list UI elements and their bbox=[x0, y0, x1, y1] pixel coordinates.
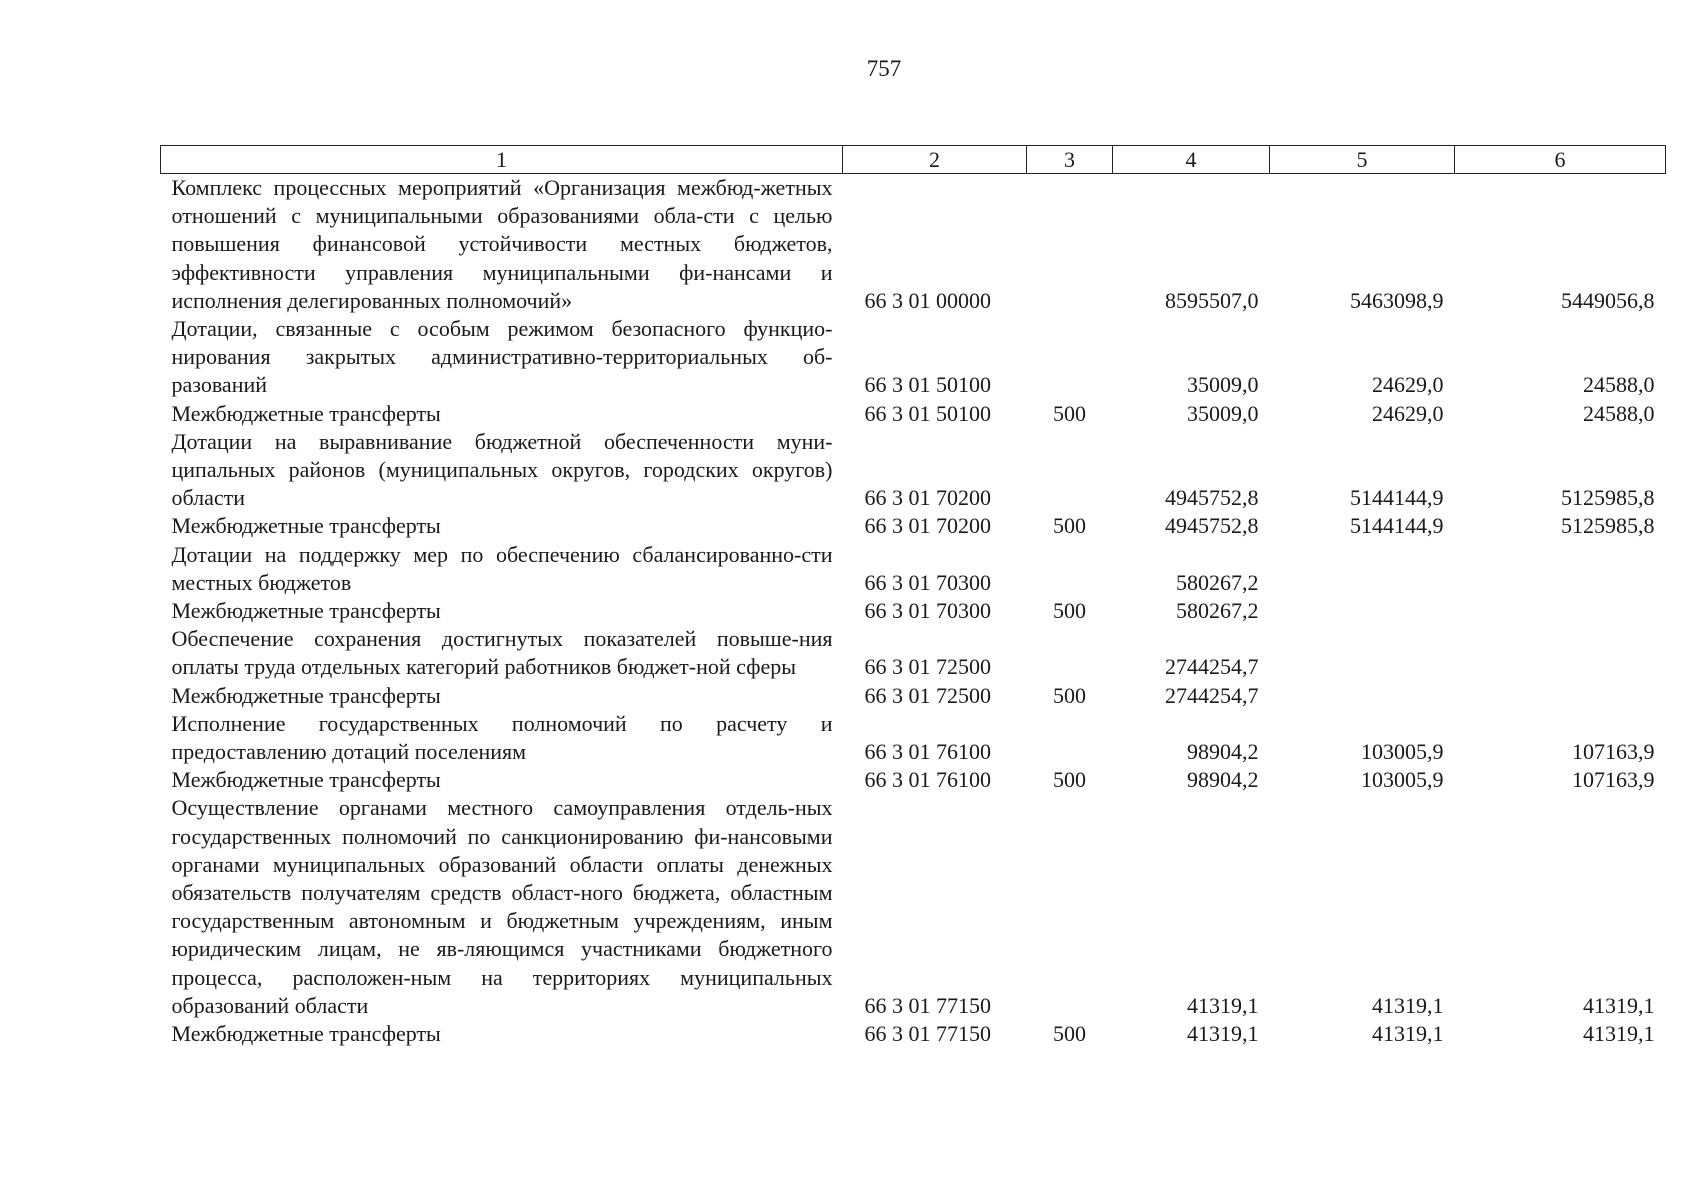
column-header: 6 bbox=[1455, 146, 1666, 174]
row-value-col5: 103005,9 bbox=[1361, 767, 1444, 793]
row-value-col5: 24629,0 bbox=[1372, 400, 1444, 426]
budget-table bbox=[160, 145, 1666, 1048]
row-value-col5: 41319,1 bbox=[1372, 992, 1444, 1018]
column-header: 3 bbox=[1027, 146, 1113, 174]
row-code: 66 3 01 76100 bbox=[864, 767, 991, 793]
row-value-col6: 24588,0 bbox=[1583, 400, 1655, 426]
page-number: 757 bbox=[866, 56, 902, 81]
row-value-col6: 5125985,8 bbox=[1561, 513, 1655, 539]
row-value-col4: 41319,1 bbox=[1187, 1021, 1259, 1047]
table-row bbox=[161, 428, 1666, 513]
row-code: 66 3 01 72500 bbox=[864, 654, 991, 680]
row-name: Исполнение государственных полномочий по расчету и предоставлению дотаций поселениям bbox=[171, 710, 833, 765]
row-value-col4: 98904,2 bbox=[1187, 767, 1259, 793]
table-row bbox=[161, 315, 1666, 400]
row-expense-type: 500 bbox=[1053, 682, 1086, 708]
column-header: 4 bbox=[1113, 146, 1270, 174]
row-expense-type bbox=[1027, 174, 1113, 316]
row-value-col6: 41319,1 bbox=[1583, 992, 1655, 1018]
row-value-col5: 24629,0 bbox=[1372, 372, 1444, 398]
row-expense-type bbox=[1027, 428, 1113, 513]
row-value-col4: 41319,1 bbox=[1187, 992, 1259, 1018]
row-value-col4: 4945752,8 bbox=[1165, 485, 1259, 511]
row-value-col6: 107163,9 bbox=[1572, 739, 1655, 765]
row-value-col6 bbox=[1455, 541, 1666, 597]
row-name: Дотации, связанные с особым режимом безопасного функцио-нирования закрытых административно-территориальных об-разований bbox=[171, 316, 833, 398]
table-row bbox=[161, 400, 1666, 428]
row-code: 66 3 01 70300 bbox=[864, 598, 991, 624]
row-value-col6 bbox=[1455, 682, 1666, 710]
row-value-col4: 35009,0 bbox=[1187, 372, 1259, 398]
row-value-col4: 98904,2 bbox=[1187, 739, 1259, 765]
row-expense-type: 500 bbox=[1053, 513, 1086, 539]
table-row bbox=[161, 174, 1666, 316]
row-expense-type bbox=[1027, 794, 1113, 1020]
table-row bbox=[161, 597, 1666, 625]
column-header: 5 bbox=[1270, 146, 1455, 174]
row-value-col4: 580267,2 bbox=[1176, 569, 1259, 595]
row-value-col4: 8595507,0 bbox=[1165, 287, 1259, 313]
row-name: Межбюджетные трансферты bbox=[171, 400, 441, 426]
row-name: Межбюджетные трансферты bbox=[171, 598, 441, 624]
row-value-col6: 107163,9 bbox=[1572, 767, 1655, 793]
row-name: Межбюджетные трансферты bbox=[171, 682, 441, 708]
row-code: 66 3 01 70200 bbox=[864, 513, 991, 539]
row-code: 66 3 01 77150 bbox=[864, 1021, 991, 1047]
row-value-col4: 580267,2 bbox=[1176, 598, 1259, 624]
row-value-col5 bbox=[1270, 597, 1455, 625]
table-row bbox=[161, 625, 1666, 681]
row-name: Обеспечение сохранения достигнутых показателей повыше-ния оплаты труда отдельных категорий работников бюджет-ной сферы bbox=[171, 626, 833, 680]
row-value-col6 bbox=[1455, 625, 1666, 681]
table-row bbox=[161, 682, 1666, 710]
row-expense-type bbox=[1027, 315, 1113, 400]
row-value-col6 bbox=[1455, 597, 1666, 625]
row-value-col5: 5463098,9 bbox=[1350, 287, 1444, 313]
row-value-col5 bbox=[1270, 682, 1455, 710]
row-expense-type bbox=[1027, 710, 1113, 766]
row-expense-type: 500 bbox=[1053, 400, 1086, 426]
row-value-col4: 4945752,8 bbox=[1165, 513, 1259, 539]
column-header: 1 bbox=[161, 146, 843, 174]
row-code: 66 3 01 50100 bbox=[864, 372, 991, 398]
table-row bbox=[161, 794, 1666, 1020]
table-row bbox=[161, 1020, 1666, 1048]
row-value-col5: 5144144,9 bbox=[1350, 513, 1444, 539]
row-expense-type bbox=[1027, 625, 1113, 681]
column-header: 2 bbox=[843, 146, 1027, 174]
table-row bbox=[161, 766, 1666, 794]
row-code: 66 3 01 50100 bbox=[864, 400, 991, 426]
row-value-col4: 2744254,7 bbox=[1165, 654, 1259, 680]
row-value-col6: 41319,1 bbox=[1583, 1021, 1655, 1047]
row-name: Осуществление органами местного самоуправления отдель-ных государственных полномочий по санкционированию фи-нансовыми органами муниципальных образований области оплаты денежных обязательств получателям средств област-ного бюджета, областным государственным автономным и бюджетным учреждениям, иным юридическим лицам, не яв-ляющимся участниками бюджетного процесса, расположен-ным на территориях муниципальных образований области bbox=[171, 795, 833, 1018]
row-name: Комплекс процессных мероприятий «Организация межбюд-жетных отношений с муниципальными образованиями обла-сти с целью повышения финансовой устойчивости местных бюджетов, эффективности управления муниципальными фи-нансами и исполнения делегированных полномочий» bbox=[171, 175, 833, 313]
row-code: 66 3 01 77150 bbox=[864, 992, 991, 1018]
row-name: Дотации на поддержку мер по обеспечению сбалансированно-сти местных бюджетов bbox=[171, 541, 833, 595]
row-expense-type: 500 bbox=[1053, 598, 1086, 624]
row-value-col6: 5125985,8 bbox=[1561, 485, 1655, 511]
table-body bbox=[161, 174, 1666, 1049]
row-name: Межбюджетные трансферты bbox=[171, 1021, 441, 1047]
row-value-col5 bbox=[1270, 625, 1455, 681]
row-name: Межбюджетные трансферты bbox=[171, 513, 441, 539]
row-value-col4: 35009,0 bbox=[1187, 400, 1259, 426]
row-value-col5: 103005,9 bbox=[1361, 739, 1444, 765]
row-value-col6: 24588,0 bbox=[1583, 372, 1655, 398]
row-expense-type: 500 bbox=[1053, 767, 1086, 793]
table-row bbox=[161, 710, 1666, 766]
row-expense-type: 500 bbox=[1053, 1021, 1086, 1047]
row-value-col4: 2744254,7 bbox=[1165, 682, 1259, 708]
table-row bbox=[161, 541, 1666, 597]
row-name: Межбюджетные трансферты bbox=[171, 767, 441, 793]
row-value-col5 bbox=[1270, 541, 1455, 597]
row-value-col6: 5449056,8 bbox=[1561, 287, 1655, 313]
row-value-col5: 5144144,9 bbox=[1350, 485, 1444, 511]
row-code: 66 3 01 72500 bbox=[864, 682, 991, 708]
table-row bbox=[161, 512, 1666, 540]
row-expense-type bbox=[1027, 541, 1113, 597]
row-code: 66 3 01 70200 bbox=[864, 485, 991, 511]
row-code: 66 3 01 00000 bbox=[864, 287, 991, 313]
row-name: Дотации на выравнивание бюджетной обеспеченности муни-ципальных районов (муниципальных округов, городских округов) области bbox=[171, 428, 833, 511]
row-value-col5: 41319,1 bbox=[1372, 1021, 1444, 1047]
header-row bbox=[161, 146, 1666, 174]
row-code: 66 3 01 70300 bbox=[864, 569, 991, 595]
row-code: 66 3 01 76100 bbox=[864, 739, 991, 765]
